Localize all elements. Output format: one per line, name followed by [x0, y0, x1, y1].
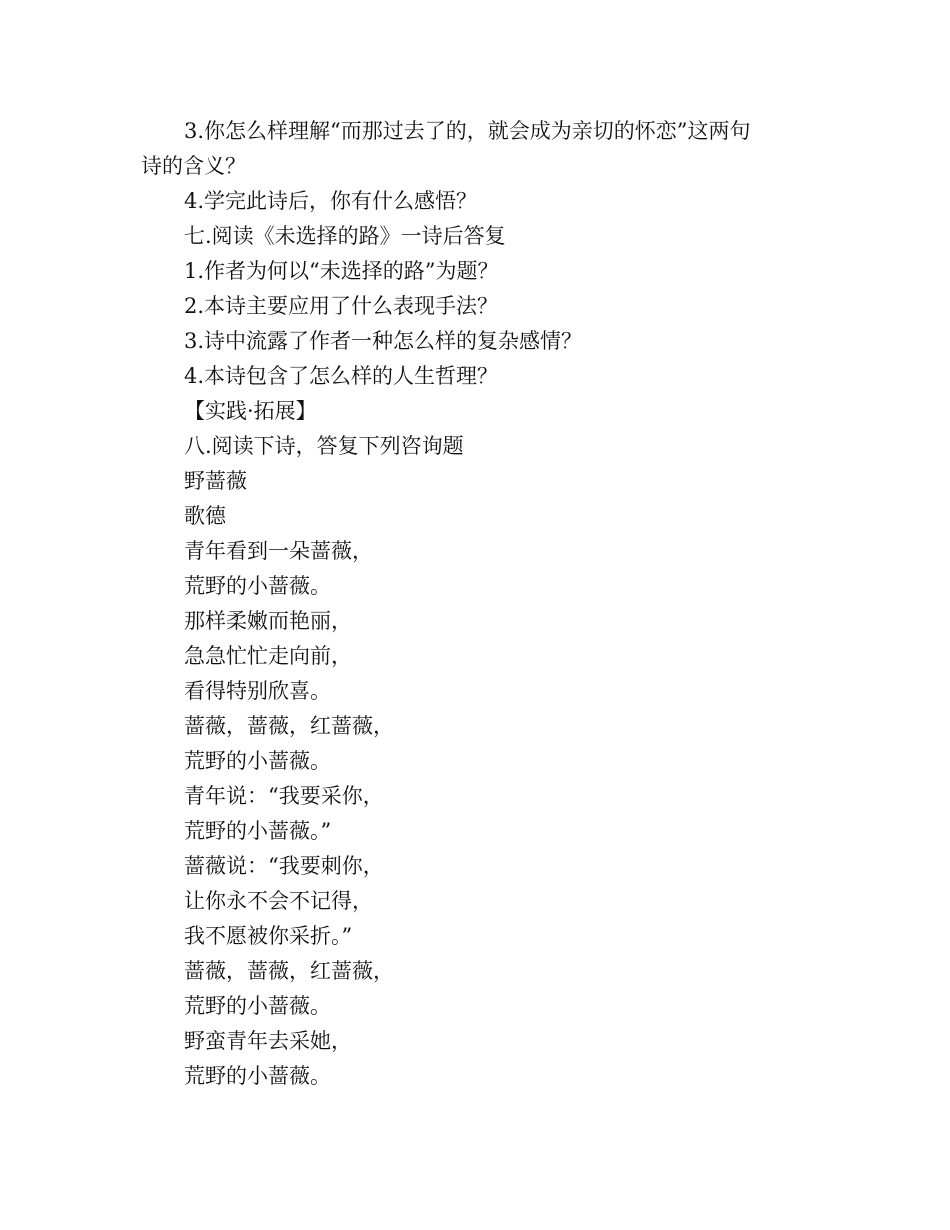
poem-line: 那样柔嫩而艳丽， [184, 609, 352, 633]
poem-line: 看得特别欣喜。 [184, 679, 331, 703]
poem-line: 荒野的小蔷薇。 [184, 994, 331, 1018]
poem-line: 青年说：“我要采你， [184, 784, 384, 808]
section-7-question-4: 4.本诗包含了怎么样的人生哲理？ [184, 364, 499, 388]
poem-line: 蔷薇，蔷薇，红蔷薇， [184, 959, 394, 983]
practice-expansion-heading: 【实践·拓展】 [184, 399, 317, 423]
poem-line: 青年看到一朵蔷薇， [184, 539, 373, 563]
poem-line: 荒野的小蔷薇。 [184, 574, 331, 598]
question-4: 4.学完此诗后，你有什么感悟？ [184, 189, 478, 213]
poem-author: 歌德 [184, 504, 226, 528]
question-3-line-1: 3.你怎么样理解“而那过去了的，就会成为亲切的怀恋”这两句 [184, 119, 751, 143]
section-7-question-2: 2.本诗主要应用了什么表现手法？ [184, 294, 499, 318]
section-7-heading: 七.阅读《未选择的路》一诗后答复 [184, 224, 506, 248]
section-8-heading: 八.阅读下诗，答复下列咨询题 [184, 434, 464, 458]
poem-line: 野蛮青年去采她， [184, 1029, 352, 1053]
poem-line: 蔷薇说：“我要刺你， [184, 854, 384, 878]
poem-line: 蔷薇，蔷薇，红蔷薇， [184, 714, 394, 738]
poem-line: 荒野的小蔷薇。” [184, 819, 332, 843]
poem-line: 荒野的小蔷薇。 [184, 1064, 331, 1088]
section-7-question-1: 1.作者为何以“未选择的路”为题？ [184, 259, 499, 283]
poem-line: 我不愿被你采折。” [184, 924, 353, 948]
section-7-question-3: 3.诗中流露了作者一种怎么样的复杂感情？ [184, 329, 583, 353]
poem-title: 野蔷薇 [184, 469, 247, 493]
poem-line: 急急忙忙走向前， [184, 644, 352, 668]
question-3-line-2: 诗的含义？ [141, 154, 246, 178]
poem-line: 让你永不会不记得， [184, 889, 373, 913]
poem-line: 荒野的小蔷薇。 [184, 749, 331, 773]
